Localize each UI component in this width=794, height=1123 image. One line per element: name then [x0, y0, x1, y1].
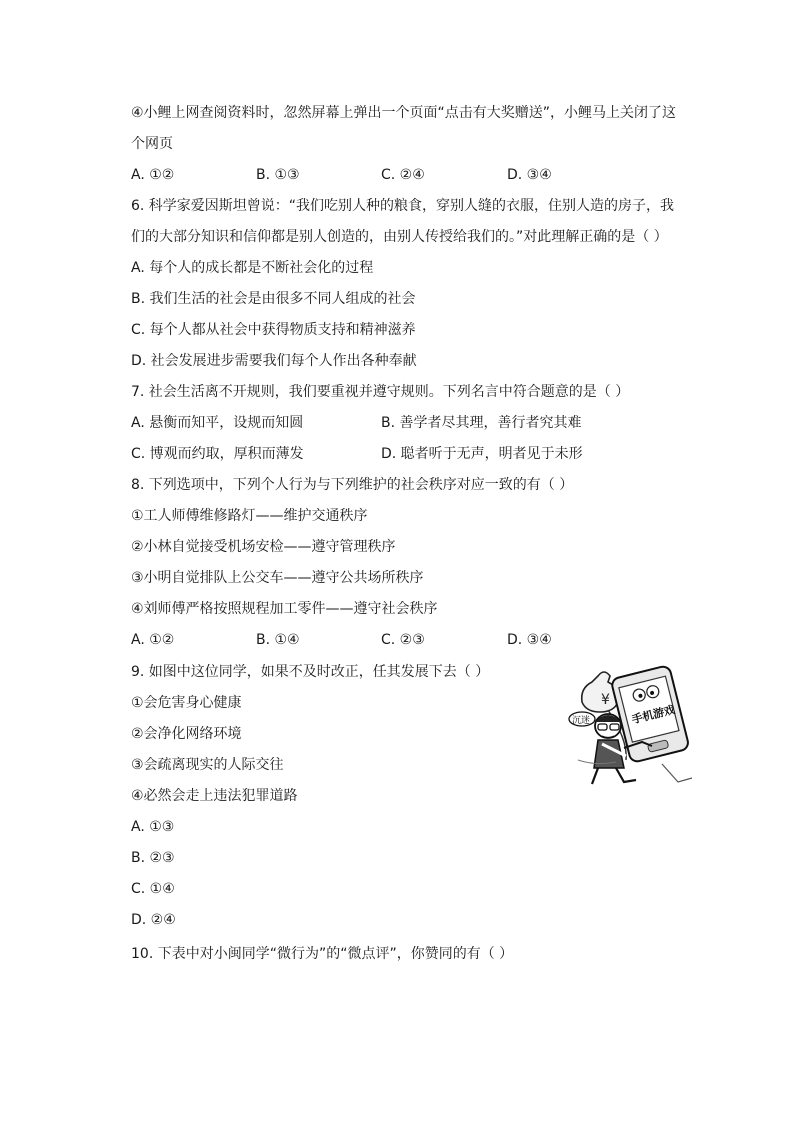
- q9-stem: 9. 如图中这位同学，如果不及时改正，任其发展下去（ ）: [131, 664, 490, 680]
- q7-option-d: D. 聪者听于无声，明者见于未形: [381, 446, 583, 462]
- q8-option-c: C. ②③: [381, 632, 425, 648]
- q8-option-a: A. ①②: [131, 632, 175, 648]
- q9-option-a: A. ①③: [131, 819, 175, 835]
- phone-game-addiction-cartoon: [568, 664, 696, 794]
- q8-stem: 8. 下列选项中，下列个人行为与下列维护的社会秩序对应一致的有（ ）: [131, 477, 574, 493]
- q6-option-c: C. 每个人都从社会中获得物质支持和精神滋养: [131, 322, 416, 338]
- q8-option-d: D. ③④: [507, 632, 552, 648]
- q5-item4-line2: 个网页: [131, 136, 173, 152]
- q7-stem: 7. 社会生活离不开规则，我们要重视并遵守规则。下列名言中符合题意的是（ ）: [131, 384, 630, 400]
- q8-item-3: ③小明自觉排队上公交车——遵守公共场所秩序: [131, 570, 424, 586]
- q5-option-b: B. ①③: [256, 167, 300, 183]
- q6-option-d: D. 社会发展进步需要我们每个人作出各种奉献: [131, 353, 417, 369]
- addiction-badge: [569, 712, 595, 726]
- svg-text:¥: ¥: [601, 692, 610, 708]
- q5-option-d: D. ③④: [507, 167, 552, 183]
- q7-option-c: C. 博观而约取，厚积而薄发: [131, 446, 304, 462]
- q9-item-3: ③会疏离现实的人际交往: [131, 757, 284, 773]
- q9-option-d: D. ②④: [131, 912, 176, 928]
- q8-option-b: B. ①④: [256, 632, 300, 648]
- q9-option-c: C. ①④: [131, 881, 175, 897]
- q7-option-b: B. 善学者尽其理，善行者究其难: [381, 415, 582, 431]
- q5-item4-line1: ④小鲤上网查阅资料时，忽然屏幕上弹出一个页面“点击有大奖赠送”，小鲤马上关闭了这: [131, 105, 677, 121]
- q9-option-b: B. ②③: [131, 850, 175, 866]
- q5-option-c: C. ②④: [381, 167, 425, 183]
- q6-option-b: B. 我们生活的社会是由很多不同人组成的社会: [131, 291, 416, 307]
- phone-icon: [611, 665, 690, 763]
- q8-item-2: ②小林自觉接受机场安检——遵守管理秩序: [131, 539, 396, 555]
- q9-item-1: ①会危害身心健康: [131, 695, 242, 711]
- q7-option-a: A. 悬衡而知平，设规而知圆: [131, 415, 304, 431]
- q5-option-a: A. ①②: [131, 167, 175, 183]
- q8-item-4: ④刘师傅严格按照规程加工零件——遵守社会秩序: [131, 601, 438, 617]
- q9-item-2: ②会净化网络环境: [131, 726, 242, 742]
- q10-stem: 10. 下表中对小闽同学“微行为”的“微点评”，你赞同的有（ ）: [131, 946, 514, 962]
- q6-stem-line1: 6. 科学家爱因斯坦曾说：“我们吃别人种的粮食，穿别人缝的衣服，住别人造的房子，我: [131, 198, 675, 214]
- phone-label: 手机游戏: [630, 703, 677, 727]
- q6-stem-line2: 们的大部分知识和信仰都是别人创造的，由别人传授给我们的。”对此理解正确的是（ ）: [131, 229, 668, 245]
- q6-option-a: A. 每个人的成长都是不断社会化的过程: [131, 260, 374, 276]
- badge-label: 沉迷: [572, 716, 591, 726]
- q9-item-4: ④必然会走上违法犯罪道路: [131, 788, 298, 804]
- q8-item-1: ①工人师傅维修路灯——维护交通秩序: [131, 508, 368, 524]
